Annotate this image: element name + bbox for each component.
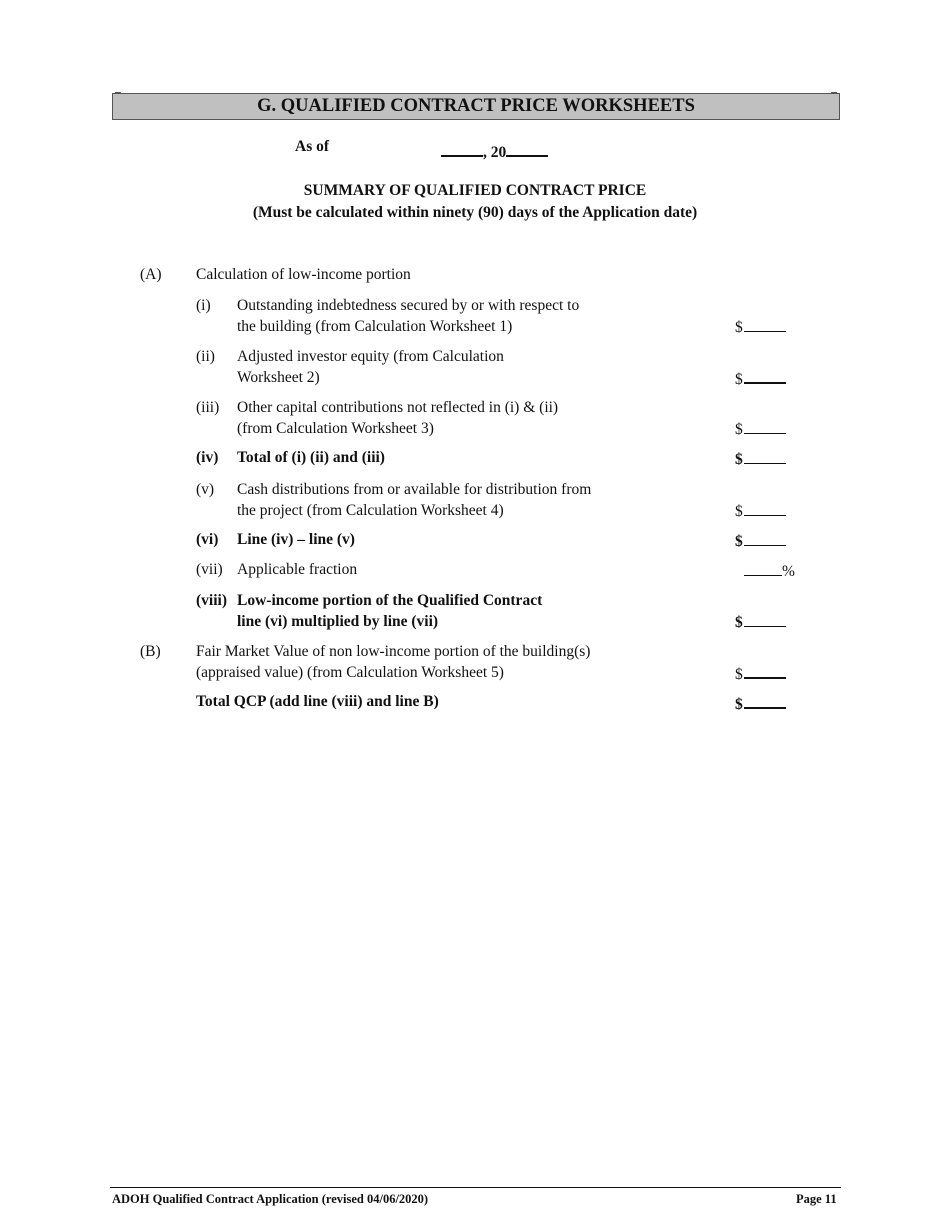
item-iv-blank[interactable]	[744, 449, 786, 464]
item-i-label: (i)	[196, 297, 211, 314]
item-v-text	[237, 479, 591, 521]
section-a-text: Calculation of low-income portion	[196, 266, 411, 283]
item-vi-amount	[735, 531, 786, 551]
item-ii-amount	[735, 368, 786, 389]
footer-rule	[110, 1187, 841, 1188]
item-vii-label: (vii)	[196, 561, 223, 578]
item-iv-amount	[735, 449, 786, 469]
item-v-line1: Cash distributions from or available for distribution from	[237, 481, 592, 498]
item-i-unit: $	[735, 319, 743, 336]
item-vii-unit: %	[782, 563, 795, 580]
section-b-unit: $	[735, 666, 743, 683]
item-iv-text: Total of (i) (ii) and (iii)	[237, 449, 385, 466]
footer-left: ADOH Qualified Contract Application (revised 04/06/2020)	[112, 1192, 429, 1206]
item-v-label: (v)	[196, 481, 215, 498]
item-vi-unit: $	[735, 533, 743, 550]
item-vii-blank[interactable]	[744, 561, 782, 576]
footer-page-number: Page 11	[796, 1192, 837, 1206]
item-iii-blank[interactable]	[744, 419, 786, 434]
item-vii-amount	[744, 561, 795, 581]
item-vi-blank[interactable]	[744, 531, 786, 546]
item-vii-text: Applicable fraction	[237, 561, 358, 578]
item-viii-amount	[735, 612, 786, 632]
item-viii-blank[interactable]	[744, 612, 786, 627]
item-v-line2: the project (from Calculation Worksheet 4)	[237, 502, 504, 519]
item-ii-blank[interactable]	[744, 368, 786, 384]
item-i-line1: Outstanding indebtedness secured by or with respect to	[237, 297, 580, 314]
summary-title: SUMMARY OF QUALIFIED CONTRACT PRICE	[303, 182, 647, 199]
as-of-date	[441, 141, 548, 162]
section-b-text	[196, 641, 590, 683]
section-b-blank[interactable]	[744, 663, 786, 679]
item-i-blank[interactable]	[744, 317, 786, 332]
item-ii-text	[237, 346, 504, 388]
item-iii-line1: Other capital contributions not reflected in (i) & (ii)	[237, 399, 559, 416]
item-viii-line2: line (vi) multiplied by line (vii)	[237, 613, 439, 630]
item-viii-text	[237, 590, 542, 632]
section-b-line2: (appraised value) (from Calculation Worksheet 5)	[196, 664, 504, 681]
item-vi-text: Line (iv) – line (v)	[237, 531, 355, 548]
as-of-label: As of	[295, 138, 330, 155]
total-blank[interactable]	[744, 693, 786, 709]
item-iii-unit: $	[735, 421, 743, 438]
item-iv-label: (iv)	[196, 449, 219, 466]
item-i-text	[237, 295, 579, 337]
as-of-date-blank[interactable]	[441, 141, 483, 157]
item-iii-amount	[735, 419, 786, 439]
item-viii-unit: $	[735, 614, 743, 631]
section-b-label: (B)	[140, 643, 161, 660]
item-iii-text	[237, 397, 558, 439]
item-viii-line1: Low-income portion of the Qualified Contract	[237, 592, 543, 609]
item-ii-line2: Worksheet 2)	[237, 369, 320, 386]
item-v-amount	[735, 501, 786, 521]
item-iii-line2: (from Calculation Worksheet 3)	[237, 420, 434, 437]
total-unit: $	[735, 696, 743, 713]
total-amount	[735, 693, 786, 714]
section-b-amount	[735, 663, 786, 684]
section-a-label: (A)	[140, 266, 162, 283]
total-text: Total QCP (add line (viii) and line B)	[196, 693, 439, 710]
item-ii-line1: Adjusted investor equity (from Calculation	[237, 348, 504, 365]
item-i-amount	[735, 317, 786, 337]
item-i-line2: the building (from Calculation Worksheet 1)	[237, 318, 513, 335]
item-v-unit: $	[735, 503, 743, 520]
item-iv-unit: $	[735, 451, 743, 468]
summary-subtitle: (Must be calculated within ninety (90) days of the Application date)	[252, 204, 698, 221]
item-v-blank[interactable]	[744, 501, 786, 516]
item-ii-unit: $	[735, 371, 743, 388]
item-viii-label: (viii)	[196, 592, 227, 609]
item-vi-label: (vi)	[196, 531, 219, 548]
as-of-year-blank[interactable]	[506, 141, 548, 157]
section-b-line1: Fair Market Value of non low-income portion of the building(s)	[196, 643, 591, 660]
item-ii-label: (ii)	[196, 348, 215, 365]
as-of-year-prefix: , 20	[483, 144, 507, 161]
item-iii-label: (iii)	[196, 399, 220, 416]
section-header: G. QUALIFIED CONTRACT PRICE WORKSHEETS	[112, 93, 840, 120]
